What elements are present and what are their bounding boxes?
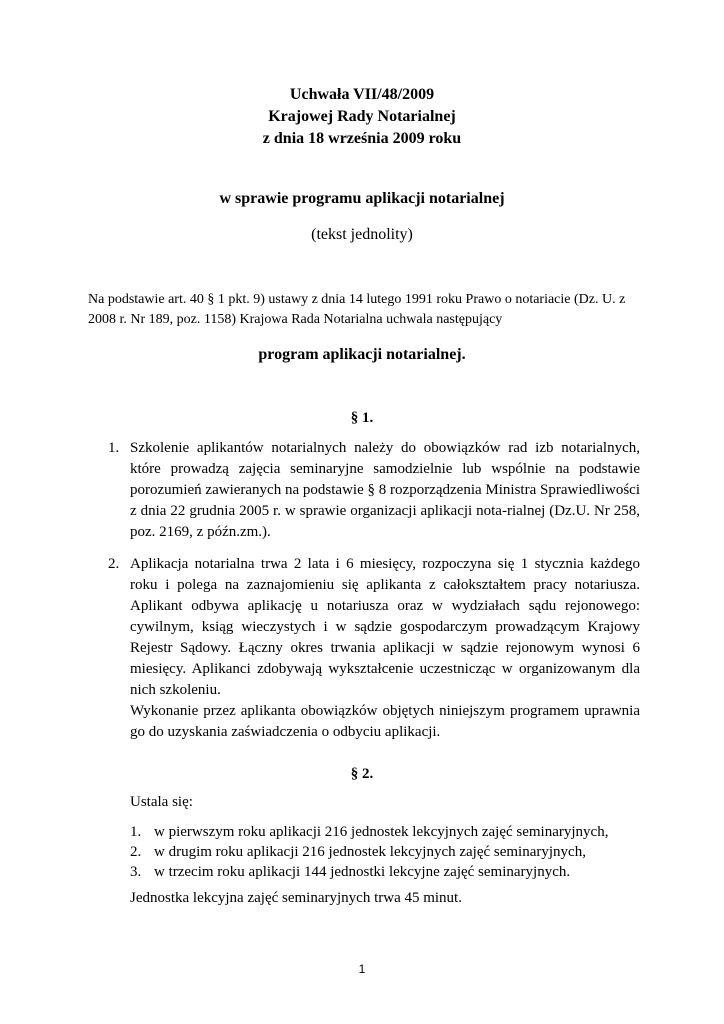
list-item: [130, 842, 650, 862]
issuing-body: Krajowej Rady Notarialnej: [268, 108, 456, 125]
section-2-intro: Ustala się:: [130, 794, 193, 810]
consolidated-text-note: (tekst jednolity): [311, 226, 413, 243]
item-text: Aplikacja notarialna trwa 2 lata i 6 miesięcy, rozpoczyna się 1 stycznia każdego roku i polega na zaznajomieniu się aplikanta z całokształtem pracy notariusza. Aplikant odbywa aplikację u notariusza oraz w wydziałach sądu rejonowego: cywilnym, ksiąg wieczystych i w sądzie gospodarczym prowadzącym Krajowy Rejestr Sądowy. Łączny okres trwania aplikacji w sądzie rejonowym wynosi 6 miesięcy. Aplikanci zdobywają wykształcenie uczestnicząc w organizowanym dla nich szkoleniu.: [130, 556, 640, 698]
item-number: 1.: [130, 824, 142, 840]
item-text-continuation: Wykonanie przez aplikanta obowiązków objętych niniejszym programem uprawnia go do uzyskania zaświadczenia o odbyciu aplikacji.: [130, 703, 640, 740]
item-number: 2.: [130, 844, 142, 860]
document-title: [0, 84, 724, 150]
resolution-number: Uchwała VII/48/2009: [289, 86, 435, 103]
section-2-heading: § 2.: [350, 766, 374, 782]
item-text: w trzecim roku aplikacji 144 jednostki lekcyjne zajęć seminaryjnych.: [154, 864, 571, 880]
program-title: program aplikacji notarialnej.: [258, 346, 466, 363]
resolution-subject: w sprawie programu aplikacji notarialnej: [219, 190, 505, 207]
list-item: [130, 862, 650, 882]
item-number: 2.: [108, 556, 120, 572]
page-number: 1: [358, 962, 366, 976]
section-1-heading: § 1.: [350, 410, 374, 426]
preamble: Na podstawie art. 40 § 1 pkt. 9) ustawy z dnia 14 lutego 1991 roku Prawo o notariacie (Dz. U. z 2008 r. Nr 189, poz. 1158) Krajowa Rada Notarialna uchwala następujący: [88, 292, 626, 327]
item-number: 3.: [130, 864, 142, 880]
section-1-item: [108, 554, 640, 743]
resolution-date: z dnia 18 września 2009 roku: [262, 130, 462, 147]
list-item: [130, 822, 650, 842]
item-text: Szkolenie aplikantów notarialnych należy do obowiązków rad izb notarialnych, które prowadzą zajęcia seminaryjne samodzielnie lub wspólnie na podstawie porozumień zawieranych na podstawie § 8 rozporządzenia Ministra Sprawiedliwości z dnia 22 grudnia 2005 r. w sprawie organizacji aplikacji nota-rialnej (Dz.U. Nr 258, poz. 2169, z późn.zm.).: [130, 440, 640, 540]
lesson-duration-note: Jednostka lekcyjna zajęć seminaryjnych trwa 45 minut.: [130, 890, 462, 906]
item-number: 1.: [108, 440, 120, 456]
item-text: w pierwszym roku aplikacji 216 jednostek lekcyjnych zajęć seminaryjnych,: [154, 824, 609, 840]
item-text: w drugim roku aplikacji 216 jednostek lekcyjnych zajęć seminaryjnych,: [154, 844, 586, 860]
section-1-item: [108, 438, 640, 543]
seminar-hours-list: [130, 822, 650, 882]
